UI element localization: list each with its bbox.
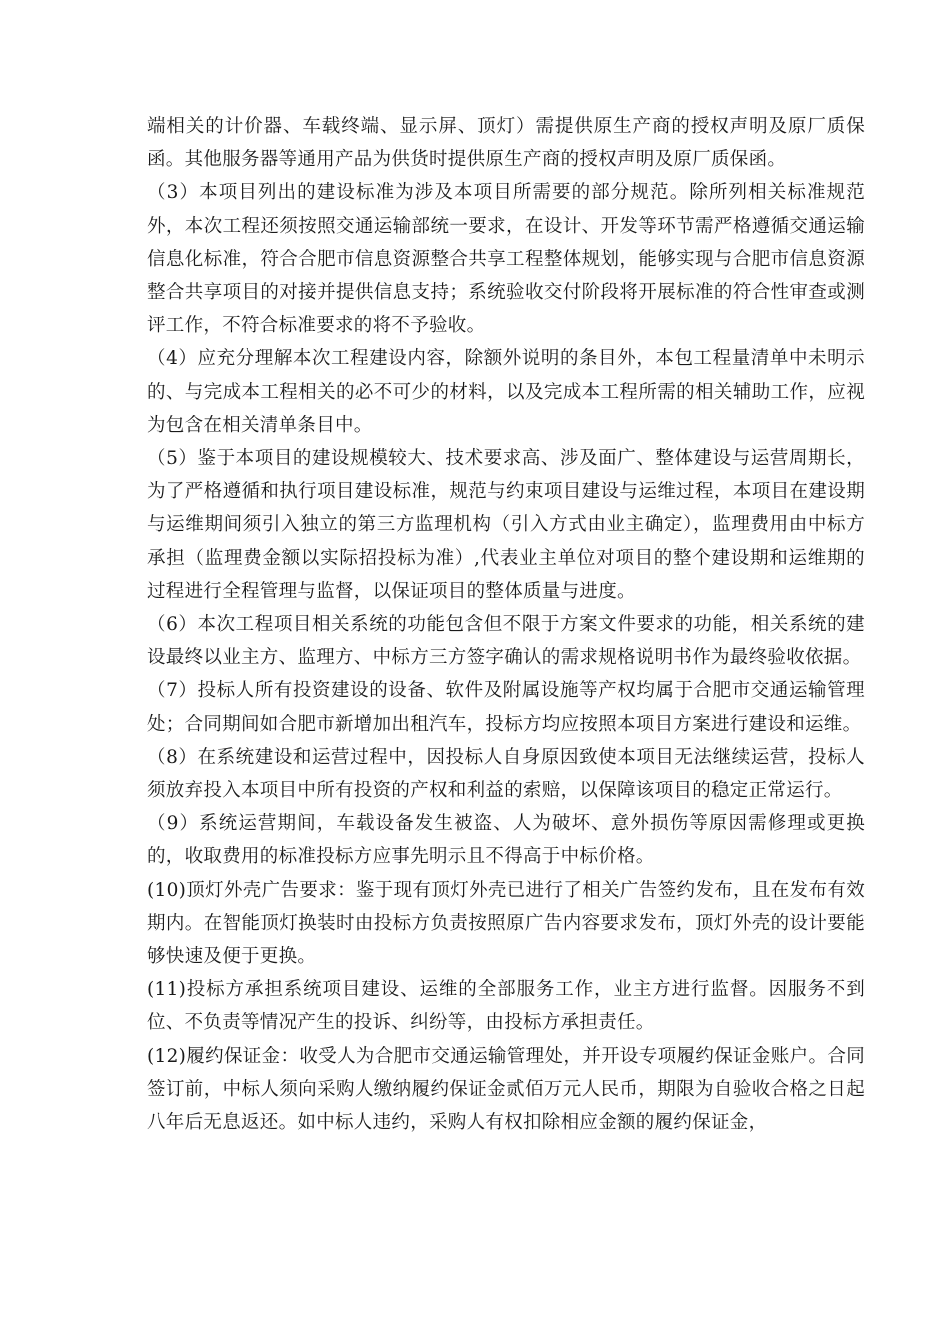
- paragraph-item-10: (10)顶灯外壳广告要求：鉴于现有顶灯外壳已进行了相关广告签约发布，且在发布有效期内。在智能顶灯换装时由投标方负责按照原广告内容要求发布，顶灯外壳的设计要能够快速及便于更换。: [147, 879, 865, 968]
- paragraph-item-7: （7）投标人所有投资建设的设备、软件及附属设施等产权均属于合肥市交通运输管理处；合同期间如合肥市新增加出租汽车，投标方均应按照本项目方案进行建设和运维。: [147, 680, 865, 735]
- paragraph-item-8: （8）在系统建设和运营过程中，因投标人自身原因致使本项目无法继续运营，投标人须放弃投入本项目中所有投资的产权和利益的索赔，以保障该项目的稳定正常运行。: [147, 746, 865, 802]
- paragraph-item-12: (12)履约保证金：收受人为合肥市交通运输管理处，并开设专项履约保证金账户。合同签订前，中标人须向采购人缴纳履约保证金贰佰万元人民币，期限为自验收合格之日起八年后无息返还。如中标人违约，采购人有权扣除相应金额的履约保证金，: [147, 1045, 865, 1134]
- document-body: [147, 110, 865, 1139]
- paragraph-warranty-continuation: 端相关的计价器、车载终端、显示屏、顶灯）需提供原生产商的授权声明及原厂质保函。其他服务器等通用产品为供货时提供原生产商的授权声明及原厂质保函。: [147, 116, 865, 171]
- paragraph-item-5: （5）鉴于本项目的建设规模较大、技术要求高、涉及面广、整体建设与运营周期长，为了严格遵循和执行项目建设标准，规范与约束项目建设与运维过程，本项目在建设期与运维期间须引入独立的第三方监理机构（引入方式由业主确定），监理费用由中标方承担（监理费金额以实际招投标为准）,代表业主单位对项目的整个建设期和运维期的过程进行全程管理与监督，以保证项目的整体质量与进度。: [147, 448, 865, 602]
- paragraph-item-6: （6）本次工程项目相关系统的功能包含但不限于方案文件要求的功能，相关系统的建设最终以业主方、监理方、中标方三方签字确认的需求规格说明书作为最终验收依据。: [147, 614, 865, 669]
- paragraph-item-11: (11)投标方承担系统项目建设、运维的全部服务工作，业主方进行监督。因服务不到位、不负责等情况产生的投诉、纠纷等，由投标方承担责任。: [147, 979, 865, 1034]
- paragraph-item-9: （9）系统运营期间，车载设备发生被盗、人为破坏、意外损伤等原因需修理或更换的，收取费用的标准投标方应事先明示且不得高于中标价格。: [147, 813, 865, 868]
- paragraph-item-4: （4）应充分理解本次工程建设内容，除额外说明的条目外，本包工程量清单中未明示的、与完成本工程相关的必不可少的材料，以及完成本工程所需的相关辅助工作，应视为包含在相关清单条目中。: [147, 348, 865, 436]
- paragraph-item-3: （3）本项目列出的建设标准为涉及本项目所需要的部分规范。除所列相关标准规范外，本次工程还须按照交通运输部统一要求，在设计、开发等环节需严格遵循交通运输信息化标准，符合合肥市信息资源整合共享工程整体规划，能够实现与合肥市信息资源整合共享项目的对接并提供信息支持；系统验收交付阶段将开展标准的符合性审查或测评工作，不符合标准要求的将不予验收。: [147, 182, 865, 337]
